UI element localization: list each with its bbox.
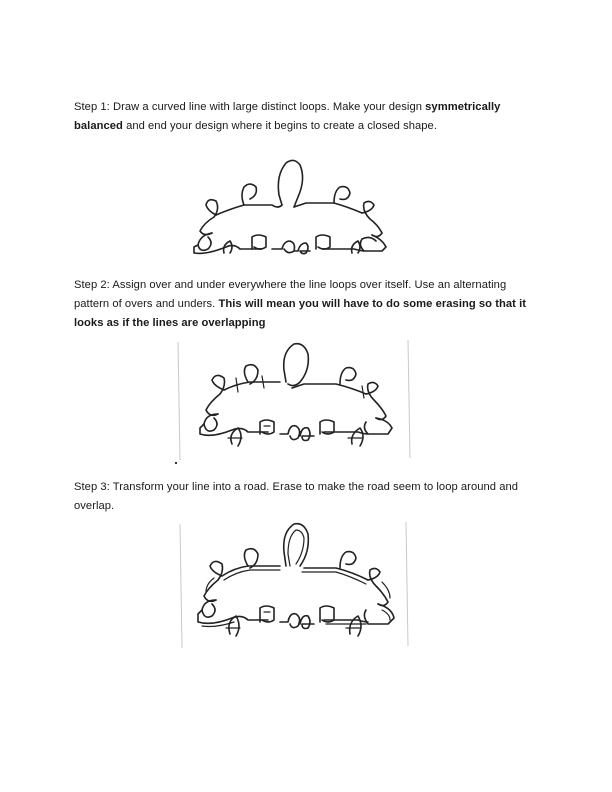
step-3-instruction [74, 478, 544, 516]
step-2-figure [176, 338, 412, 464]
step-3-text: Step 3: Transform your line into a road. Erase to make the road seem to loop around and overlap. [74, 481, 519, 512]
step-3-figure [176, 518, 412, 654]
step-1-bold: symmetrically balanced [74, 101, 501, 132]
loop-drawing-single-line [186, 155, 398, 263]
loop-drawing-over-under [176, 338, 412, 464]
step-1-text-b: and end your design where it begins to create a closed shape. [122, 120, 437, 132]
step-2-bold: This will mean you will have to do some erasing so that it looks as if the lines are overlapping [74, 298, 527, 329]
step-1-text-a: Step 1: Draw a curved line with large distinct loops. Make your design [74, 101, 426, 113]
step-1-instruction [74, 98, 544, 136]
loop-drawing-road [176, 518, 412, 654]
stray-mark [175, 462, 177, 464]
step-1-figure [186, 155, 398, 263]
step-2-instruction [74, 276, 544, 333]
step-2-text-a: Step 2: Assign over and under everywhere the line loops over itself. Use an alternating pattern of overs and unders. [74, 279, 507, 310]
